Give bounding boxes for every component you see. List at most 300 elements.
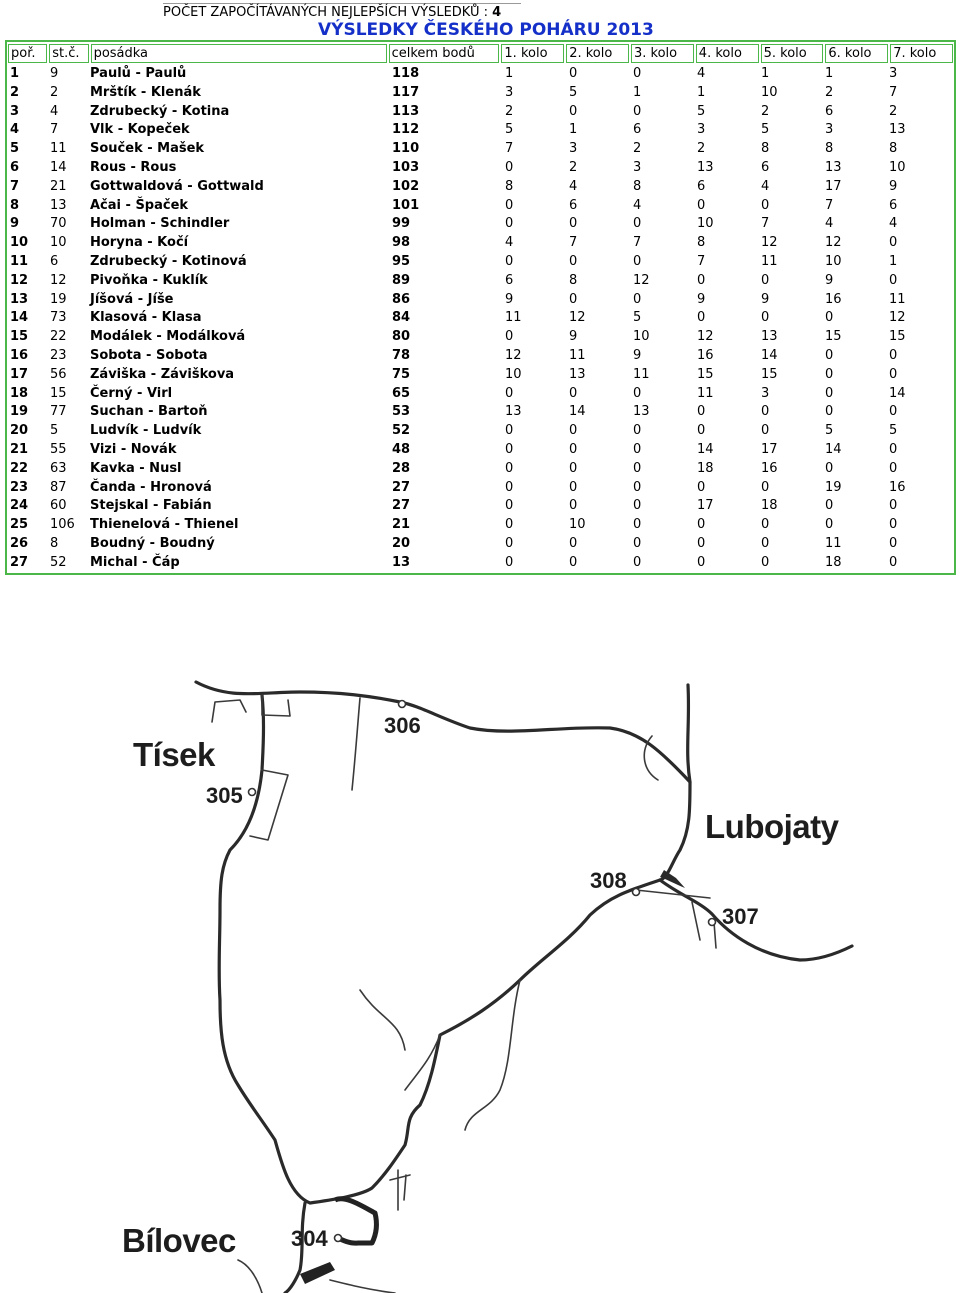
- col-start-number-cell: 19: [50, 291, 67, 307]
- col-round-2-cell: 0: [569, 423, 578, 439]
- table-row: [7, 272, 954, 291]
- col-start-number-cell: 60: [50, 498, 67, 514]
- col-round-1-cell: 0: [505, 159, 514, 175]
- col-round-3-header: 3. kolo: [631, 44, 694, 63]
- col-round-3-cell: 0: [633, 498, 642, 514]
- col-round-4-cell: 16: [697, 347, 714, 363]
- col-round-2-cell: 14: [569, 404, 586, 420]
- table-row: [7, 159, 954, 178]
- col-round-5-cell: 3: [761, 385, 770, 401]
- col-round-1-cell: 0: [505, 460, 514, 476]
- col-crew-cell: Pivoňka - Kuklík: [90, 272, 208, 288]
- col-total-points-cell: 28: [392, 460, 411, 476]
- col-round-7-cell: 1: [889, 253, 898, 269]
- table-header: [7, 43, 954, 64]
- col-round-4-cell: 17: [697, 498, 714, 514]
- col-crew-cell: Zdrubecký - Kotina: [90, 103, 230, 119]
- col-rank-cell: 27: [10, 554, 29, 570]
- col-rank-cell: 17: [10, 366, 29, 382]
- col-round-7-cell: 0: [889, 517, 898, 533]
- col-round-4-cell: 2: [697, 141, 706, 157]
- col-round-3-cell: 5: [633, 310, 642, 326]
- col-round-3-cell: 11: [633, 366, 650, 382]
- col-round-1-cell: 11: [505, 310, 522, 326]
- col-round-2-cell: 0: [569, 498, 578, 514]
- col-rank-cell: 24: [10, 498, 29, 514]
- col-round-6-cell: 0: [825, 385, 834, 401]
- col-round-3-cell: 0: [633, 479, 642, 495]
- col-round-5-cell: 0: [761, 404, 770, 420]
- place-label-bilovec: Bílovec: [122, 1222, 236, 1259]
- col-round-5-cell: 7: [761, 216, 770, 232]
- table-row: [7, 253, 954, 272]
- col-total-points-cell: 117: [392, 84, 420, 100]
- col-round-2-cell: 8: [569, 272, 578, 288]
- col-round-3-cell: 0: [633, 554, 642, 570]
- col-rank-header: poř.: [8, 44, 47, 63]
- col-round-3-cell: 9: [633, 347, 642, 363]
- col-crew-cell: Holman - Schindler: [90, 216, 230, 232]
- col-round-4-cell: 0: [697, 423, 706, 439]
- col-round-2-cell: 0: [569, 460, 578, 476]
- route-map: [0, 640, 960, 1293]
- col-crew-cell: Rous - Rous: [90, 159, 177, 175]
- subtitle-label: POČET ZAPOČÍTÁVANÝCH NEJLEPŠÍCH VÝSLEDKŮ :: [163, 5, 488, 20]
- col-rank-cell: 21: [10, 441, 29, 457]
- col-round-5-cell: 0: [761, 554, 770, 570]
- col-round-7-cell: 10: [889, 159, 906, 175]
- checkpoint-307-marker: [709, 919, 716, 926]
- col-start-number-cell: 70: [50, 216, 67, 232]
- col-start-number-cell: 2: [50, 84, 59, 100]
- col-round-5-cell: 1: [761, 66, 770, 81]
- col-round-6-cell: 0: [825, 517, 834, 533]
- col-round-7-cell: 0: [889, 235, 898, 251]
- col-round-7-cell: 2: [889, 103, 898, 119]
- col-crew-cell: Stejskal - Fabián: [90, 498, 212, 514]
- col-round-4-cell: 1: [697, 84, 706, 100]
- col-round-5-cell: 2: [761, 103, 770, 119]
- col-round-2-cell: 6: [569, 197, 578, 213]
- col-total-points-cell: 118: [392, 66, 420, 81]
- col-round-6-cell: 6: [825, 103, 834, 119]
- col-rank-cell: 22: [10, 460, 29, 476]
- col-crew-cell: Jíšová - Jíše: [90, 291, 174, 307]
- col-round-7-cell: 8: [889, 141, 898, 157]
- col-round-4-cell: 4: [697, 66, 706, 81]
- col-round-4-cell: 0: [697, 404, 706, 420]
- col-rank-cell: 4: [10, 122, 20, 138]
- table-row: [7, 460, 954, 479]
- table-row: [7, 197, 954, 216]
- col-round-7-cell: 0: [889, 366, 898, 382]
- col-crew-cell: Souček - Mašek: [90, 141, 205, 157]
- col-round-7-cell: 9: [889, 178, 898, 194]
- place-label-lubojaty: Lubojaty: [705, 808, 839, 845]
- col-round-6-cell: 7: [825, 197, 834, 213]
- col-start-number-cell: 11: [50, 141, 67, 157]
- page-title: VÝSLEDKY ČESKÉHO POHÁRU 2013: [318, 20, 654, 40]
- col-round-5-cell: 13: [761, 329, 778, 345]
- col-round-4-cell: 0: [697, 517, 706, 533]
- table-row: [7, 347, 954, 366]
- col-round-5-cell: 0: [761, 423, 770, 439]
- col-round-3-cell: 7: [633, 235, 642, 251]
- col-round-3-cell: 0: [633, 423, 642, 439]
- col-round-6-cell: 4: [825, 216, 834, 232]
- col-total-points-cell: 89: [392, 272, 411, 288]
- col-round-5-cell: 16: [761, 460, 778, 476]
- col-round-4-cell: 0: [697, 272, 706, 288]
- col-total-points-cell: 65: [392, 385, 411, 401]
- col-start-number-cell: 22: [50, 329, 67, 345]
- col-round-1-cell: 12: [505, 347, 522, 363]
- col-round-3-cell: 10: [633, 329, 650, 345]
- col-round-1-cell: 0: [505, 535, 514, 551]
- col-start-number-cell: 55: [50, 441, 67, 457]
- checkpoint-305-label: 305: [206, 783, 243, 808]
- col-rank-cell: 6: [10, 159, 20, 175]
- col-crew-header: posádka: [91, 44, 387, 63]
- col-round-1-cell: 1: [505, 66, 514, 81]
- col-round-7-cell: 0: [889, 272, 898, 288]
- col-round-7-cell: 0: [889, 441, 898, 457]
- checkpoint-305-marker: [249, 789, 256, 796]
- checkpoint-306-label: 306: [384, 713, 421, 738]
- col-start-number-cell: 4: [50, 103, 59, 119]
- col-round-3-cell: 0: [633, 460, 642, 476]
- col-total-points-cell: 27: [392, 498, 411, 514]
- col-round-1-cell: 0: [505, 329, 514, 345]
- col-total-points-cell: 21: [392, 517, 411, 533]
- col-round-6-cell: 0: [825, 310, 834, 326]
- col-crew-cell: Klasová - Klasa: [90, 310, 202, 326]
- table-row: [7, 291, 954, 310]
- col-round-4-cell: 0: [697, 197, 706, 213]
- col-round-1-cell: 9: [505, 291, 514, 307]
- col-round-3-cell: 3: [633, 159, 642, 175]
- table-row: [7, 554, 954, 573]
- col-start-number-cell: 21: [50, 178, 67, 194]
- road-north-east: [688, 685, 690, 782]
- road-main-loop: [196, 682, 690, 1203]
- col-round-1-cell: 0: [505, 554, 514, 570]
- checkpoint-308-label: 308: [590, 868, 627, 893]
- col-round-1-cell: 0: [505, 441, 514, 457]
- col-round-5-cell: 12: [761, 235, 778, 251]
- col-round-4-header: 4. kolo: [696, 44, 759, 63]
- col-crew-cell: Modálek - Modálková: [90, 329, 246, 345]
- col-round-5-cell: 10: [761, 84, 778, 100]
- col-round-7-cell: 14: [889, 385, 906, 401]
- col-crew-cell: Záviška - Záviškova: [90, 366, 235, 382]
- table-row: [7, 328, 954, 347]
- col-crew-cell: Horyna - Kočí: [90, 235, 189, 251]
- col-round-3-cell: 8: [633, 178, 642, 194]
- col-total-points-cell: 27: [392, 479, 411, 495]
- col-round-3-cell: 0: [633, 385, 642, 401]
- col-round-3-cell: 12: [633, 272, 650, 288]
- col-start-number-cell: 13: [50, 197, 67, 213]
- col-round-4-cell: 6: [697, 178, 706, 194]
- col-round-1-cell: 0: [505, 253, 514, 269]
- col-round-4-cell: 0: [697, 554, 706, 570]
- col-round-3-cell: 0: [633, 441, 642, 457]
- col-rank-cell: 20: [10, 423, 29, 439]
- col-round-4-cell: 15: [697, 366, 714, 382]
- table-row: [7, 65, 954, 84]
- col-round-1-cell: 4: [505, 235, 514, 251]
- col-start-number-cell: 87: [50, 479, 67, 495]
- col-round-6-cell: 14: [825, 441, 842, 457]
- col-total-points-cell: 86: [392, 291, 411, 307]
- col-crew-cell: Ačai - Špaček: [90, 197, 189, 213]
- col-rank-cell: 7: [10, 178, 20, 194]
- col-total-points-cell: 78: [392, 347, 411, 363]
- col-rank-cell: 14: [10, 310, 29, 326]
- col-round-7-header: 7. kolo: [890, 44, 953, 63]
- col-crew-cell: Thienelová - Thienel: [90, 517, 239, 533]
- col-start-number-cell: 77: [50, 404, 67, 420]
- col-round-2-cell: 0: [569, 535, 578, 551]
- col-round-1-cell: 5: [505, 122, 514, 138]
- col-round-6-cell: 0: [825, 460, 834, 476]
- col-round-2-cell: 0: [569, 291, 578, 307]
- col-round-1-header: 1. kolo: [501, 44, 564, 63]
- col-round-7-cell: 5: [889, 423, 898, 439]
- col-start-number-cell: 73: [50, 310, 67, 326]
- col-round-2-cell: 4: [569, 178, 578, 194]
- checkpoint-308-marker: [633, 889, 640, 896]
- col-round-2-cell: 7: [569, 235, 578, 251]
- col-round-7-cell: 6: [889, 197, 898, 213]
- col-round-2-cell: 0: [569, 479, 578, 495]
- col-round-2-cell: 12: [569, 310, 586, 326]
- col-rank-cell: 8: [10, 197, 20, 213]
- col-round-6-header: 6. kolo: [825, 44, 888, 63]
- col-round-5-cell: 11: [761, 253, 778, 269]
- col-round-7-cell: 7: [889, 84, 898, 100]
- col-rank-cell: 9: [10, 216, 20, 232]
- col-round-1-cell: 6: [505, 272, 514, 288]
- col-round-5-cell: 17: [761, 441, 778, 457]
- col-round-7-cell: 4: [889, 216, 898, 232]
- col-round-2-cell: 1: [569, 122, 578, 138]
- col-round-6-cell: 1: [825, 66, 834, 81]
- col-total-points-cell: 101: [392, 197, 420, 213]
- col-round-3-cell: 0: [633, 66, 642, 81]
- col-crew-cell: Černý - Virl: [90, 385, 173, 401]
- col-round-3-cell: 4: [633, 197, 642, 213]
- col-start-number-cell: 56: [50, 366, 67, 382]
- col-round-4-cell: 11: [697, 385, 714, 401]
- col-round-7-cell: 3: [889, 66, 898, 81]
- col-round-4-cell: 14: [697, 441, 714, 457]
- col-round-3-cell: 0: [633, 216, 642, 232]
- col-round-4-cell: 3: [697, 122, 706, 138]
- col-round-3-cell: 0: [633, 253, 642, 269]
- col-round-3-cell: 1: [633, 84, 642, 100]
- col-round-6-cell: 0: [825, 498, 834, 514]
- col-round-2-cell: 0: [569, 385, 578, 401]
- table-row: [7, 516, 954, 535]
- col-total-points-cell: 75: [392, 366, 411, 382]
- col-round-3-cell: 0: [633, 535, 642, 551]
- col-round-7-cell: 0: [889, 498, 898, 514]
- col-round-6-cell: 8: [825, 141, 834, 157]
- col-round-4-cell: 12: [697, 329, 714, 345]
- col-total-points-cell: 102: [392, 178, 420, 194]
- col-round-5-cell: 18: [761, 498, 778, 514]
- col-round-3-cell: 0: [633, 103, 642, 119]
- col-round-7-cell: 15: [889, 329, 906, 345]
- col-total-points-cell: 13: [392, 554, 411, 570]
- col-rank-cell: 13: [10, 291, 29, 307]
- table-row: [7, 178, 954, 197]
- table-row: [7, 84, 954, 103]
- col-round-5-cell: 6: [761, 159, 770, 175]
- col-round-7-cell: 0: [889, 535, 898, 551]
- col-round-6-cell: 15: [825, 329, 842, 345]
- col-round-6-cell: 19: [825, 479, 842, 495]
- col-round-1-cell: 0: [505, 385, 514, 401]
- col-round-1-cell: 13: [505, 404, 522, 420]
- col-round-6-cell: 0: [825, 347, 834, 363]
- col-round-6-cell: 13: [825, 159, 842, 175]
- col-round-2-cell: 9: [569, 329, 578, 345]
- col-round-6-cell: 3: [825, 122, 834, 138]
- col-crew-cell: Suchan - Bartoň: [90, 404, 208, 420]
- col-total-points-cell: 110: [392, 141, 420, 157]
- table-row: [7, 497, 954, 516]
- col-round-3-cell: 2: [633, 141, 642, 157]
- col-total-points-cell: 98: [392, 235, 411, 251]
- col-crew-cell: Čanda - Hronová: [90, 479, 212, 495]
- col-total-points-cell: 99: [392, 216, 411, 232]
- table-row: [7, 403, 954, 422]
- col-rank-cell: 16: [10, 347, 29, 363]
- col-round-5-cell: 5: [761, 122, 770, 138]
- col-crew-cell: Zdrubecký - Kotinová: [90, 253, 247, 269]
- col-round-5-cell: 0: [761, 310, 770, 326]
- col-start-number-cell: 6: [50, 253, 59, 269]
- col-start-number-cell: 14: [50, 159, 67, 175]
- col-start-number-cell: 8: [50, 535, 59, 551]
- col-rank-cell: 12: [10, 272, 29, 288]
- col-round-6-cell: 18: [825, 554, 842, 570]
- col-start-number-cell: 106: [50, 517, 75, 533]
- col-start-number-cell: 63: [50, 460, 67, 476]
- col-round-2-cell: 0: [569, 103, 578, 119]
- results-table: [5, 40, 956, 575]
- col-round-6-cell: 5: [825, 423, 834, 439]
- col-total-points-cell: 48: [392, 441, 411, 457]
- col-rank-cell: 3: [10, 103, 20, 119]
- col-round-7-cell: 11: [889, 291, 906, 307]
- col-round-2-cell: 0: [569, 216, 578, 232]
- col-round-2-cell: 0: [569, 441, 578, 457]
- col-round-2-cell: 0: [569, 554, 578, 570]
- col-round-6-cell: 16: [825, 291, 842, 307]
- col-round-1-cell: 8: [505, 178, 514, 194]
- col-rank-cell: 26: [10, 535, 29, 551]
- table-row: [7, 385, 954, 404]
- col-round-2-cell: 0: [569, 66, 578, 81]
- col-round-2-cell: 3: [569, 141, 578, 157]
- table-row: [7, 215, 954, 234]
- table-row: [7, 441, 954, 460]
- col-round-5-cell: 9: [761, 291, 770, 307]
- col-round-5-cell: 4: [761, 178, 770, 194]
- checkpoint-304-marker: [335, 1235, 342, 1242]
- col-start-number-cell: 52: [50, 554, 67, 570]
- col-round-7-cell: 13: [889, 122, 906, 138]
- col-round-6-cell: 0: [825, 366, 834, 382]
- col-crew-cell: Sobota - Sobota: [90, 347, 208, 363]
- subtitle-count: 4: [492, 5, 502, 20]
- col-round-2-cell: 11: [569, 347, 586, 363]
- col-round-5-cell: 15: [761, 366, 778, 382]
- col-rank-cell: 10: [10, 235, 29, 251]
- col-round-4-cell: 8: [697, 235, 706, 251]
- col-start-number-cell: 23: [50, 347, 67, 363]
- table-row: [7, 140, 954, 159]
- col-round-6-cell: 9: [825, 272, 834, 288]
- col-round-4-cell: 9: [697, 291, 706, 307]
- col-round-1-cell: 0: [505, 216, 514, 232]
- col-round-6-cell: 2: [825, 84, 834, 100]
- col-round-3-cell: 13: [633, 404, 650, 420]
- col-round-6-cell: 12: [825, 235, 842, 251]
- col-round-1-cell: 0: [505, 423, 514, 439]
- col-round-1-cell: 0: [505, 498, 514, 514]
- table-body: [7, 64, 954, 573]
- col-round-4-cell: 10: [697, 216, 714, 232]
- col-round-6-cell: 11: [825, 535, 842, 551]
- col-round-5-cell: 0: [761, 197, 770, 213]
- table-row: [7, 366, 954, 385]
- col-crew-cell: Mrštík - Klenák: [90, 84, 201, 100]
- checkpoint-307-label: 307: [722, 904, 759, 929]
- col-round-3-cell: 6: [633, 122, 642, 138]
- col-start-number-header: st.č.: [49, 44, 88, 63]
- col-crew-cell: Michal - Čáp: [90, 554, 180, 570]
- col-total-points-cell: 52: [392, 423, 411, 439]
- col-crew-cell: Gottwaldová - Gottwald: [90, 178, 264, 194]
- col-round-6-cell: 17: [825, 178, 842, 194]
- table-row: [7, 234, 954, 253]
- col-start-number-cell: 7: [50, 122, 59, 138]
- col-rank-cell: 1: [10, 66, 20, 81]
- col-rank-cell: 18: [10, 385, 29, 401]
- checkpoint-304-label: 304: [291, 1226, 328, 1251]
- col-rank-cell: 19: [10, 404, 29, 420]
- col-round-5-cell: 0: [761, 517, 770, 533]
- col-round-1-cell: 0: [505, 197, 514, 213]
- col-round-4-cell: 0: [697, 535, 706, 551]
- col-rank-cell: 11: [10, 253, 29, 269]
- col-round-1-cell: 2: [505, 103, 514, 119]
- col-total-points-cell: 84: [392, 310, 411, 326]
- table-row: [7, 479, 954, 498]
- col-crew-cell: Paulů - Paulů: [90, 66, 187, 81]
- col-rank-cell: 15: [10, 329, 29, 345]
- place-label-tisek: Tísek: [133, 736, 215, 773]
- col-round-7-cell: 16: [889, 479, 906, 495]
- col-round-1-cell: 10: [505, 366, 522, 382]
- col-round-2-cell: 10: [569, 517, 586, 533]
- table-row: [7, 309, 954, 328]
